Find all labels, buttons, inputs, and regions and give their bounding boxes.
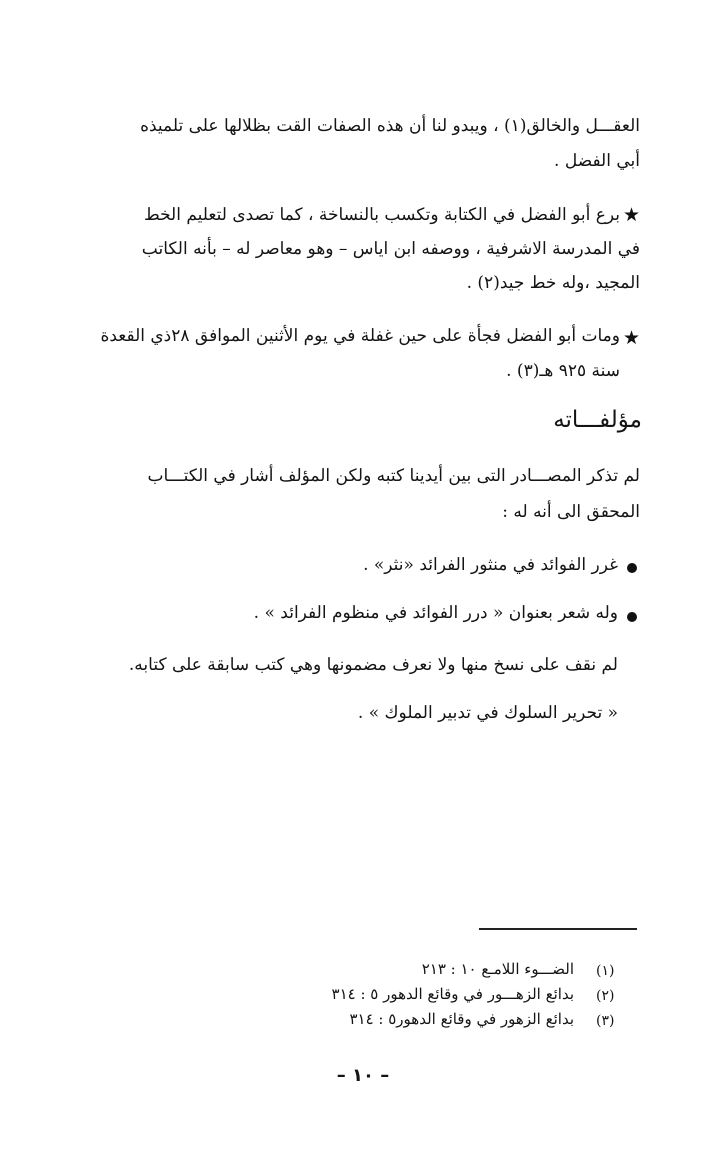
bullet-line: سنة ٩٢٥ هـ(٣) . <box>506 361 620 381</box>
footnote-separator <box>479 928 637 930</box>
bullet-line: برع أبو الفضل في الكتابة وتكسب بالنساخة ، كما تصدى لتعليم الخط <box>143 205 620 225</box>
book-title-line: « تحرير السلوك في تدبير الملوك » . <box>357 703 618 723</box>
page-number: – ١٠ – <box>336 1065 390 1086</box>
star-bullet-icon: ★ <box>623 204 641 226</box>
list-item: وله شعر بعنوان « درر الفوائد في منظوم الفرائد » . <box>253 603 618 623</box>
bullet-line: المجيد ،وله خط جيد(٢) . <box>466 273 640 293</box>
round-bullet-icon <box>627 612 637 622</box>
footnote-text: بدائع الزهور في وقائع الدهور٥ : ٣١٤ <box>349 1010 574 1028</box>
footnote-number: (٣) <box>596 1013 615 1029</box>
footnote-text: الضـــوء اللامـع ١٠ : ٢١٣ <box>421 960 574 978</box>
footnote-number: (١) <box>596 963 615 979</box>
star-bullet-icon: ★ <box>623 327 641 349</box>
bullet-line: ومات أبو الفضل فجأة على حين غفلة في يوم الأثنين الموافق ٢٨ذي القعدة <box>100 326 620 346</box>
paragraph-line: العقـــل والخالق(١) ، ويبدو لنا أن هذه الصفات القت بظلالها على تلميذه <box>140 116 640 136</box>
footnote-text: بدائع الزهـــور في وقائع الدهور ٥ : ٣١٤ <box>331 985 574 1003</box>
bullet-line: في المدرسة الاشرفية ، ووصفه ابن اياس – وهو معاصر له – بأنه الكاتب <box>141 239 640 259</box>
list-item: غرر الفوائد في منثور الفرائد «نثر» . <box>363 555 618 575</box>
round-bullet-icon <box>627 563 637 573</box>
paragraph-line: لم نقف على نسخ منها ولا نعرف مضمونها وهي كتب سابقة على كتابه. <box>128 655 618 675</box>
paragraph-line: أبي الفضل . <box>554 151 640 171</box>
footnote-number: (٢) <box>596 988 615 1004</box>
paragraph-line: لم تذكر المصـــادر التى بين أيدينا كتبه ولكن المؤلف أشار في الكتـــاب <box>147 466 640 486</box>
section-heading: مؤلفـــاته <box>553 407 642 433</box>
paragraph-line: المحقق الى أنه له : <box>502 502 640 522</box>
